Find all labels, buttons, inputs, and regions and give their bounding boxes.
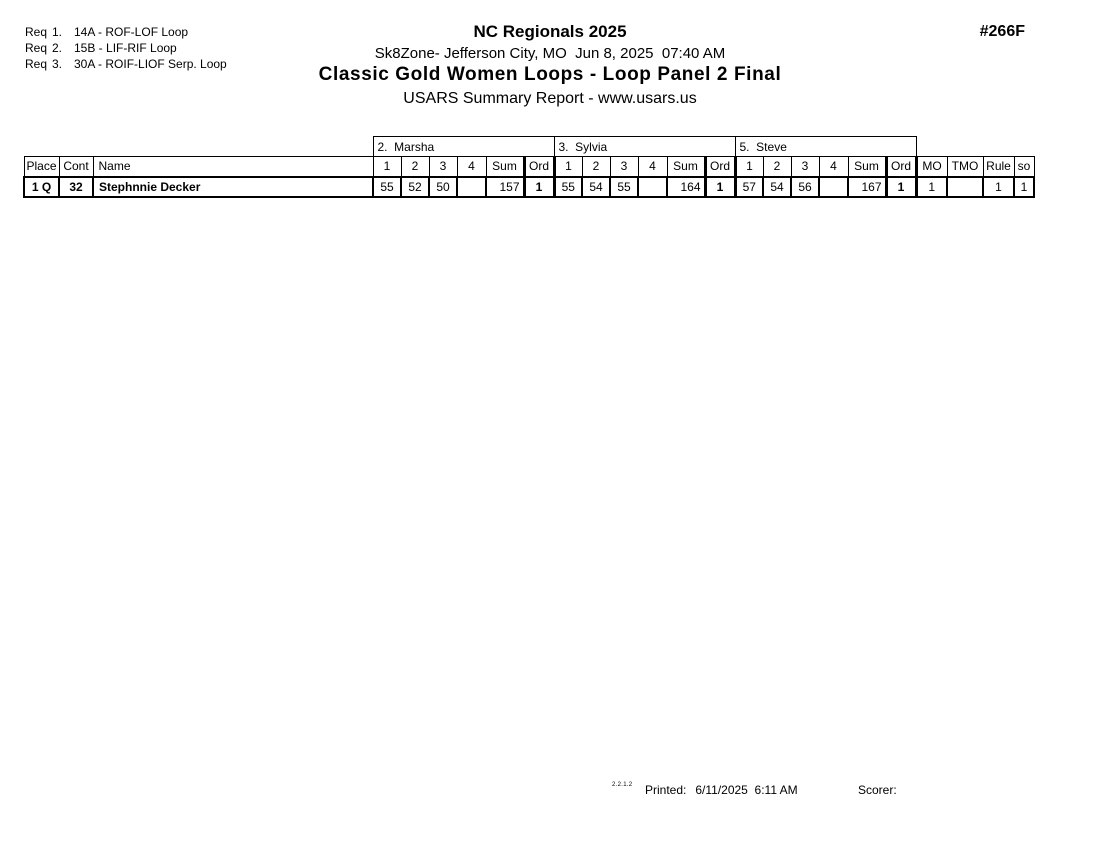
cell-j1-sum: 157 [486, 177, 524, 197]
cell-j2-ord: 1 [705, 177, 735, 197]
col-header-mo: MO [916, 157, 947, 177]
printed-label: Printed: [645, 783, 687, 797]
cell-j3-score4 [819, 177, 848, 197]
cell-j1-score1: 55 [373, 177, 401, 197]
col-header-score1: 1 [735, 157, 763, 177]
col-header-score3: 3 [610, 157, 638, 177]
judge-header-marsha: 2. Marsha [373, 137, 554, 157]
cell-j2-score2: 54 [582, 177, 610, 197]
req-text: 30A - ROIF-LIOF Serp. Loop [74, 57, 227, 71]
col-header-score1: 1 [554, 157, 582, 177]
req-text: 14A - ROF-LOF Loop [74, 25, 189, 39]
cell-j3-score1: 57 [735, 177, 763, 197]
req-number: 1. [52, 25, 63, 39]
col-header-score4: 4 [819, 157, 848, 177]
judge-row-spacer-left [24, 137, 373, 157]
table-row [24, 177, 1034, 197]
cell-j2-sum: 164 [667, 177, 705, 197]
req-label: Req [25, 57, 48, 71]
cell-j3-score3: 56 [791, 177, 819, 197]
venue-date-line: Sk8Zone- Jefferson City, MO Jun 8, 2025 07:40 AM [374, 45, 726, 62]
col-header-sum: Sum [486, 157, 524, 177]
judge-name-row [24, 137, 1034, 157]
col-header-ord: Ord [705, 157, 735, 177]
cell-skater-name: Stephnnie Decker [93, 177, 373, 197]
judge-header-steve: 5. Steve [735, 137, 916, 157]
col-header-score3: 3 [791, 157, 819, 177]
printed-value: 6/11/2025 6:11 AM [695, 783, 798, 797]
col-header-score4: 4 [457, 157, 486, 177]
req-label: Req [25, 25, 48, 39]
cell-j1-score2: 52 [401, 177, 429, 197]
cell-rule: 1 [983, 177, 1014, 197]
report-subtitle: USARS Summary Report - www.usars.us [403, 90, 697, 107]
cell-j2-score3: 55 [610, 177, 638, 197]
col-header-score2: 2 [401, 157, 429, 177]
col-header-sum: Sum [667, 157, 705, 177]
cell-j1-score3: 50 [429, 177, 457, 197]
cell-j2-score4 [638, 177, 667, 197]
version-note: 2.2.1.2 [612, 782, 633, 788]
col-header-score3: 3 [429, 157, 457, 177]
cell-j1-ord: 1 [524, 177, 554, 197]
col-header-score2: 2 [763, 157, 791, 177]
req-text: 15B - LIF-RIF Loop [74, 41, 177, 55]
cell-tmo [947, 177, 983, 197]
division-title: Classic Gold Women Loops - Loop Panel 2 Final [318, 64, 782, 85]
req-number: 3. [52, 57, 63, 71]
cell-j3-score2: 54 [763, 177, 791, 197]
col-header-score2: 2 [582, 157, 610, 177]
col-header-sum: Sum [848, 157, 886, 177]
col-header-place: Place [24, 157, 59, 177]
cell-j2-score1: 55 [554, 177, 582, 197]
judge-header-sylvia: 3. Sylvia [554, 137, 735, 157]
col-header-rule: Rule [983, 157, 1014, 177]
printed-line [645, 783, 798, 797]
col-header-score4: 4 [638, 157, 667, 177]
event-title: NC Regionals 2025 [473, 22, 627, 41]
judge-row-spacer-right [916, 137, 1034, 157]
results-table [23, 136, 1035, 198]
cell-mo: 1 [916, 177, 947, 197]
cell-so: 1 [1014, 177, 1034, 197]
cell-j1-score4 [457, 177, 486, 197]
col-header-score1: 1 [373, 157, 401, 177]
col-header-tmo: TMO [947, 157, 983, 177]
scorer-label: Scorer: [858, 783, 897, 797]
doc-number: #266F [979, 23, 1025, 40]
col-header-so: so [1014, 157, 1034, 177]
col-header-ord: Ord [886, 157, 916, 177]
column-header-row [24, 157, 1034, 177]
cell-place: 1 Q [24, 177, 59, 197]
req-number: 2. [52, 41, 63, 55]
cell-cont: 32 [59, 177, 93, 197]
req-label: Req [25, 41, 48, 55]
cell-j3-sum: 167 [848, 177, 886, 197]
col-header-ord: Ord [524, 157, 554, 177]
col-header-cont: Cont [59, 157, 93, 177]
cell-j3-ord: 1 [886, 177, 916, 197]
col-header-name: Name [93, 157, 373, 177]
